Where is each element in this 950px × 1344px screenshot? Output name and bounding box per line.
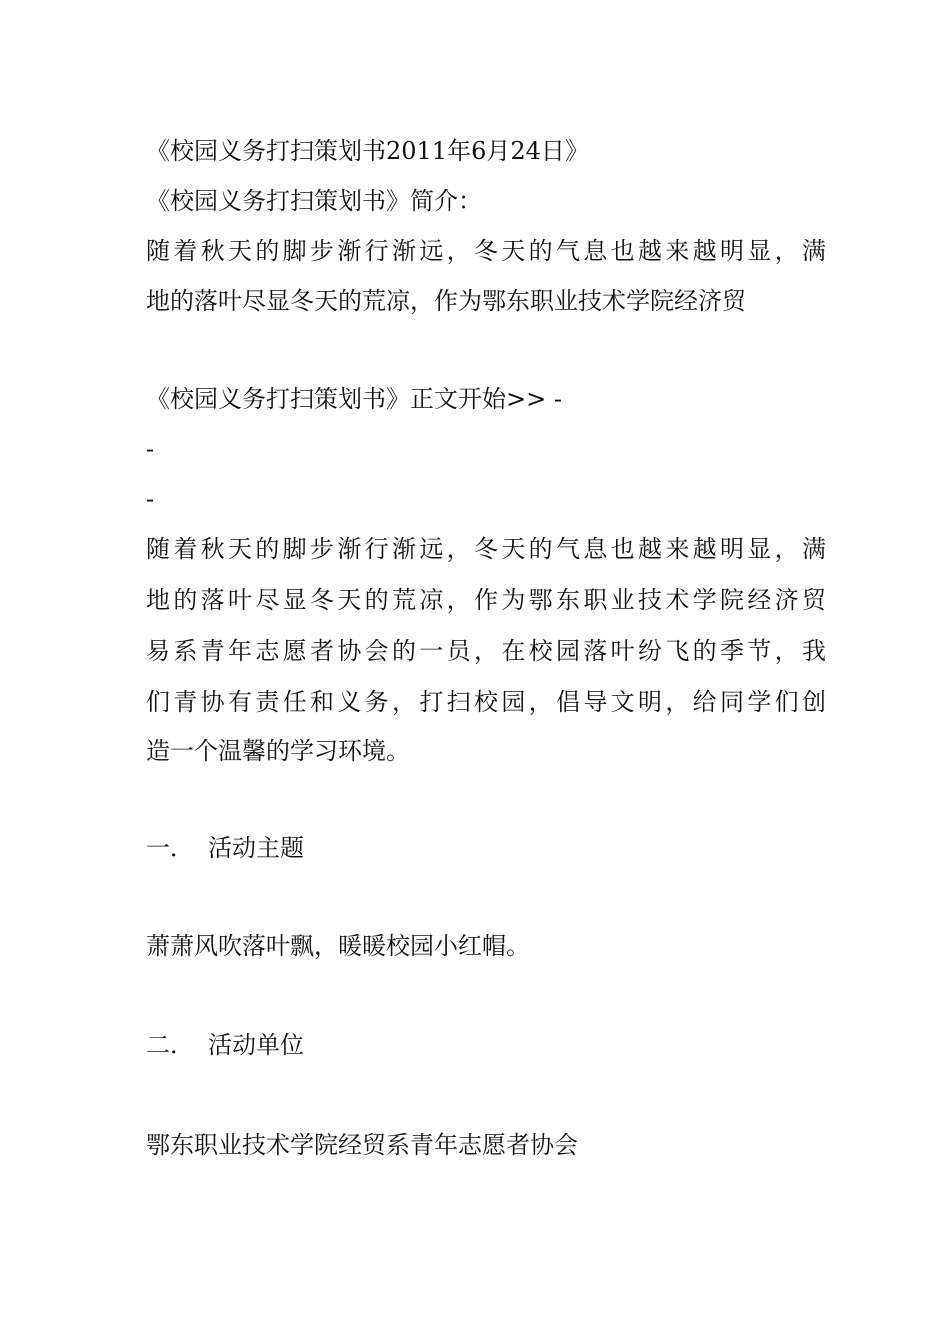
body-line-3: 易系青年志愿者协会的一员，在校园落叶纷飞的季节，我: [146, 637, 826, 665]
body-line-1: 随着秋天的脚步渐行渐远，冬天的气息也越来越明显，满: [146, 535, 826, 563]
body-line-2: 地的落叶尽显冬天的荒凉，作为鄂东职业技术学院经济贸: [146, 586, 826, 614]
intro-line-2: 地的落叶尽显冬天的荒凉，作为鄂东职业技术学院经济贸: [146, 287, 746, 315]
section-1-number: 一．: [146, 834, 194, 862]
dash-line-1: -: [146, 435, 155, 463]
title-line: 《校园义务打扫策划书2011年6月24日》: [146, 137, 589, 165]
section-1-heading: [146, 823, 826, 873]
body-line-4: 们青协有责任和义务，打扫校园，倡导文明，给同学们创: [146, 688, 826, 716]
section-2-number: 二．: [146, 1031, 194, 1059]
section-2-title: 活动单位: [208, 1031, 304, 1059]
section-1-title: 活动主题: [208, 834, 304, 862]
section-1-content: 萧萧风吹落叶飘，暖暖校园小红帽。: [146, 932, 530, 960]
intro-label: 《校园义务打扫策划书》简介：: [146, 187, 482, 215]
section-2-content: 鄂东职业技术学院经贸系青年志愿者协会: [146, 1131, 578, 1159]
intro-line-1: 随着秋天的脚步渐行渐远，冬天的气息也越来越明显，满: [146, 237, 826, 265]
body-line-5: 造一个温馨的学习环境。: [146, 737, 410, 765]
section-2-heading: [146, 1020, 826, 1070]
dash-line-2: -: [146, 485, 155, 513]
body-start-marker: 《校园义务打扫策划书》正文开始>> -: [146, 385, 562, 413]
